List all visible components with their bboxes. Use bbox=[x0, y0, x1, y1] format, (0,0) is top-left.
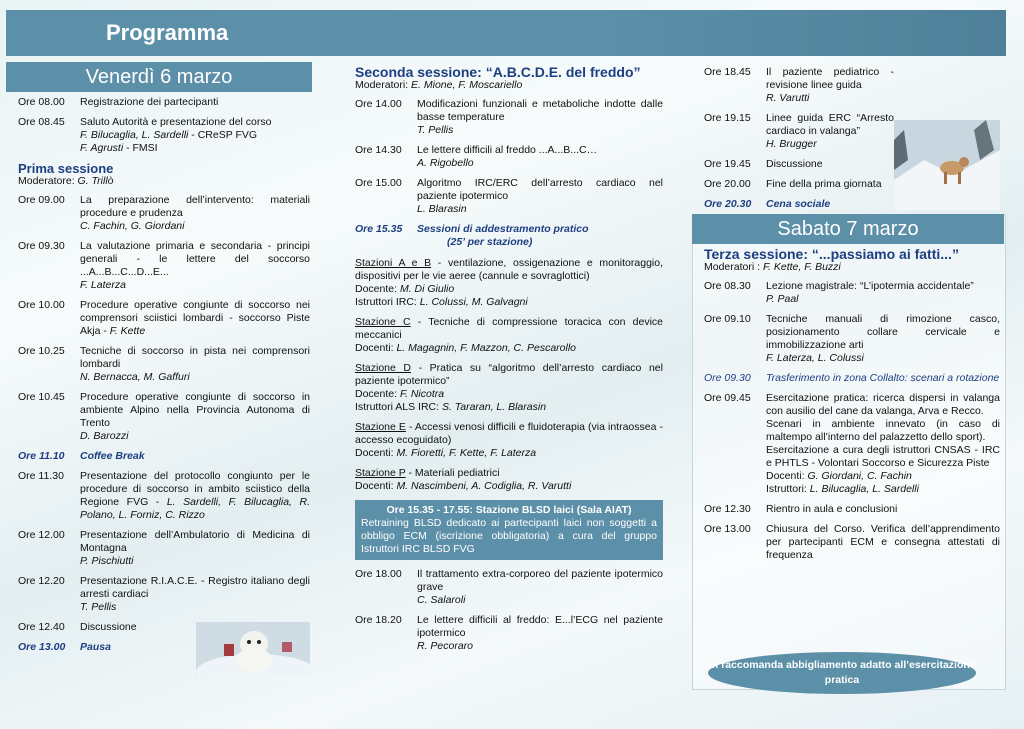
speaker-name: N. Bernacca, M. Gaffuri bbox=[80, 371, 190, 383]
time-label: Ore 08.30 bbox=[704, 280, 751, 292]
schedule-row bbox=[704, 313, 1000, 365]
item-text: Cena sociale bbox=[766, 198, 831, 210]
schedule-row bbox=[704, 523, 1000, 562]
time-label: Ore 18.00 bbox=[355, 568, 402, 580]
item-text: Chiusura del Corso. Verifica dell’apprendimento per partecipanti ECM e consegna attestati di frequenza bbox=[766, 523, 1000, 561]
column-friday bbox=[6, 62, 312, 661]
speaker-name: F. Laterza, L. Colussi bbox=[766, 352, 864, 364]
item-text: Presentazione dell’Ambulatorio di Medicina di Montagna bbox=[80, 529, 310, 554]
speaker-name: H. Brugger bbox=[766, 138, 817, 150]
item-text: Rientro in aula e conclusioni bbox=[766, 503, 898, 515]
schedule-list-evening-2 bbox=[704, 66, 894, 211]
time-label: Ore 18.20 bbox=[355, 614, 402, 626]
moderator-line: Moderatore: G. Trillò bbox=[18, 175, 114, 187]
station-item: Stazione C - Tecniche di compressione toracica con device meccanici Docenti: L. Magagnin, F. Mazzon, C. Pescarollo bbox=[355, 316, 663, 354]
day-header-friday: Venerdì 6 marzo bbox=[6, 62, 312, 92]
speaker-name: R. Varutti bbox=[766, 92, 810, 104]
speaker-name: D. Barozzi bbox=[80, 430, 129, 442]
session-title: Prima sessione bbox=[18, 161, 114, 176]
time-label: Ore 14.30 bbox=[355, 144, 402, 156]
schedule-row bbox=[18, 470, 310, 522]
item-text: Le lettere difficili al freddo: E...l’ECG nel paziente ipotermico bbox=[417, 614, 663, 639]
time-label: Ore 20.00 bbox=[704, 178, 751, 190]
schedule-row bbox=[18, 529, 310, 568]
time-label: Ore 09.30 bbox=[18, 240, 65, 252]
item-text: Modificazioni funzionali e metaboliche indotte dalle basse temperature bbox=[417, 98, 663, 123]
time-label: Ore 11.10 bbox=[18, 450, 65, 462]
speaker-name: F. Laterza bbox=[80, 279, 126, 291]
speaker-name: L. Blarasin bbox=[417, 203, 467, 215]
schedule-row bbox=[704, 158, 894, 171]
time-label: Ore 12.30 bbox=[704, 503, 751, 515]
time-label: Ore 13.00 bbox=[704, 523, 751, 535]
speaker-name: A. Rigobello bbox=[417, 157, 474, 169]
time-label: Ore 15.00 bbox=[355, 177, 402, 189]
item-text: Il trattamento extra-corporeo del paziente ipotermico grave bbox=[417, 568, 663, 593]
exercise-row: Ore 09.45 Esercitazione pratica: ricerca dispersi in valanga con ausilio del cane da valanga, Arva e Recco. Scenari in ambiente innevato (in caso di maltempo all’interno del palazzetto dello sport). Esercitazione a cura degli istruttori CNSAS - IRC e PHTLS - Volontari Soccorso e Sicurezza Piste Docenti: G. Giordani, C. Fachin Istruttori: L. Bilucaglia, L. Sardelli bbox=[704, 392, 1000, 495]
time-label: Ore 09.10 bbox=[704, 313, 751, 325]
session-title: Terza sessione: “...passiamo ai fatti...” bbox=[704, 246, 959, 262]
item-text: Algoritmo IRC/ERC dell’arresto cardiaco nel paziente ipotermico bbox=[417, 177, 663, 202]
schedule-row bbox=[355, 568, 663, 607]
schedule-list-friday bbox=[18, 194, 310, 654]
speaker-name: R. Pecoraro bbox=[417, 640, 474, 652]
station-name: Stazione P bbox=[355, 467, 406, 479]
schedule-row: Ore 08.00 Registrazione dei partecipanti bbox=[18, 96, 219, 108]
schedule-row bbox=[704, 280, 1000, 306]
speaker-name: T. Pellis bbox=[80, 601, 117, 613]
speaker-name: T. Pellis bbox=[417, 124, 454, 136]
speaker-name: C. Fachin, G. Giordani bbox=[80, 220, 185, 232]
page-title: Programma bbox=[106, 20, 229, 45]
schedule-list-afternoon bbox=[355, 98, 663, 216]
column-friday-afternoon bbox=[355, 66, 663, 660]
speaker-name: P. Pischiutti bbox=[80, 555, 134, 567]
station-list bbox=[355, 257, 663, 493]
station-name: Stazione D bbox=[355, 362, 412, 374]
schedule-row bbox=[355, 98, 663, 137]
station-item: Stazione E - Accessi venosi difficili e fluidoterapia (via intraossea - accesso ecoguidato) Docenti: M. Fioretti, F. Kette, F. Laterza bbox=[355, 421, 663, 459]
item-text: Lezione magistrale: “L’ipotermia accidentale” bbox=[766, 280, 974, 292]
station-name: Stazione E bbox=[355, 421, 406, 433]
item-text: Tecniche di soccorso in pista nei comprensori lombardi bbox=[80, 345, 310, 370]
schedule-row bbox=[355, 144, 663, 170]
item-text: Procedure operative congiunte di soccorso in ambiente Alpino nella Provincia Autonoma di Trento bbox=[80, 391, 310, 429]
schedule-row bbox=[18, 345, 310, 384]
schedule-row: Ore 08.45 Saluto Autorità e presentazione del corso F. Bilucaglia, L. Sardelli - CReSP FVG F. Agrusti - FMSI bbox=[18, 116, 272, 154]
schedule-row bbox=[18, 575, 310, 614]
time-label: Ore 09.00 bbox=[18, 194, 65, 206]
blsd-box: Ore 15.35 - 17.55: Stazione BLSD laici (Sala AIAT) Retraining BLSD dedicato ai partecipanti laici non soggetti a obbligo ECM (iscrizione obbligatoria) a cura del gruppo Istruttori IRC BLSD FVG bbox=[355, 500, 663, 560]
time-label: Ore 13.00 bbox=[18, 641, 66, 653]
station-name: Stazione C bbox=[355, 316, 411, 328]
rescue-dog-photo bbox=[894, 120, 1000, 210]
item-text: Discussione bbox=[80, 621, 137, 633]
schedule-row bbox=[18, 194, 310, 233]
item-text: Procedure operative congiunte di soccorso nei comprensori sciistici lombardi - soccorso Piste Akja - bbox=[80, 299, 310, 337]
schedule-list-evening bbox=[355, 568, 663, 653]
station-item: Stazioni A e B - ventilazione, ossigenazione e monitoraggio, dispositivi per le vie aeree (cannule e sovraglottici) Docente: M. Di Giulio Istruttori IRC: L. Colussi, M. Galvagni bbox=[355, 257, 664, 308]
schedule-row bbox=[18, 299, 310, 338]
time-label: Ore 19.45 bbox=[704, 158, 751, 170]
item-text: Presentazione R.I.A.C.E. - Registro italiano degli arresti cardiaci bbox=[80, 575, 310, 600]
time-label: Ore 19.15 bbox=[704, 112, 751, 124]
moderator-line: Moderatori: E. Mione, F. Moscariello bbox=[355, 79, 523, 91]
schedule-row bbox=[355, 177, 663, 216]
time-label: Ore 10.45 bbox=[18, 391, 65, 403]
time-label: Ore 11.30 bbox=[18, 470, 64, 482]
time-label: Ore 12.20 bbox=[18, 575, 65, 587]
time-label: Ore 12.40 bbox=[18, 621, 65, 633]
header-banner bbox=[6, 10, 1006, 56]
schedule-row bbox=[704, 198, 894, 211]
schedule-row bbox=[18, 450, 310, 463]
day-header-saturday: Sabato 7 marzo bbox=[692, 214, 1004, 244]
item-text: Fine della prima giornata bbox=[766, 178, 882, 190]
time-label: Ore 14.00 bbox=[355, 98, 402, 110]
schedule-row bbox=[355, 614, 663, 653]
station-name: Stazioni A e B bbox=[355, 257, 432, 269]
schedule-row bbox=[704, 503, 1000, 516]
speaker-name: F. Kette bbox=[109, 325, 146, 337]
item-text: Pausa bbox=[80, 641, 111, 653]
item-text: Linee guida ERC “Arresto cardiaco in valanga” bbox=[766, 112, 894, 137]
clothing-note: Si raccomanda abbigliamento adatto all’esercitazione pratica bbox=[708, 652, 976, 694]
transfer-row: Ore 09.30 Trasferimento in zona Collalto: scenari a rotazione bbox=[704, 372, 1000, 384]
schedule-list-closing bbox=[704, 503, 1000, 562]
time-label: Ore 18.45 bbox=[704, 66, 751, 78]
schedule-list-saturday bbox=[704, 280, 1000, 365]
item-text: Tecniche manuali di rimozione casco, posizionamento collare cervicale e immobilizzazione arti bbox=[766, 313, 1000, 351]
item-text: Il paziente pediatrico - revisione linee guida bbox=[766, 66, 894, 91]
station-item: Stazione D - Pratica su “algoritmo dell’arresto cardiaco nel paziente ipotermico” Docente: F. Nicotra Istruttori ALS IRC: S. Tararan, L. Blarasin bbox=[355, 362, 663, 413]
speaker-name: C. Salaroli bbox=[417, 594, 466, 606]
item-text: La preparazione dell’intervento: materiali procedure e prudenza bbox=[80, 194, 310, 219]
dog-snow-photo bbox=[196, 622, 310, 676]
schedule-row bbox=[704, 178, 894, 191]
item-text: Coffee Break bbox=[80, 450, 145, 462]
speaker-name: P. Paal bbox=[766, 293, 799, 305]
time-label: Ore 10.00 bbox=[18, 299, 65, 311]
training-row: Ore 15.35 Sessioni di addestramento pratico (25’ per stazione) bbox=[355, 223, 589, 248]
schedule-row bbox=[18, 240, 310, 292]
schedule-row bbox=[704, 112, 894, 151]
item-text: Le lettere difficili al freddo ...A...B...C… bbox=[417, 144, 598, 156]
item-text: Discussione bbox=[766, 158, 823, 170]
item-text: Presentazione del protocollo congiunto per le procedure di soccorso in ambito sciistico della Regione FVG - bbox=[80, 470, 310, 508]
speaker-name: L. Sardelli, F. Bilucaglia, R. Polano, L. Forniz, C. Rizzo bbox=[80, 496, 310, 521]
item-text: La valutazione primaria e secondaria - principi generali - le lettere del soccorso ...A...B...C...D...E... bbox=[80, 240, 310, 278]
time-label: Ore 12.00 bbox=[18, 529, 65, 541]
moderator-line: Moderatori : F. Kette, F. Buzzi bbox=[704, 261, 841, 273]
schedule-row bbox=[704, 66, 894, 105]
schedule-row bbox=[18, 391, 310, 443]
session-title: Seconda sessione: “A.B.C.D.E. del freddo” bbox=[355, 64, 641, 80]
column-saturday bbox=[704, 66, 1004, 561]
time-label: Ore 20.30 bbox=[704, 198, 752, 210]
station-item: Stazione P - Materiali pediatrici Docenti: M. Nascimbeni, A. Codiglia, R. Varutti bbox=[355, 467, 572, 492]
time-label: Ore 10.25 bbox=[18, 345, 65, 357]
